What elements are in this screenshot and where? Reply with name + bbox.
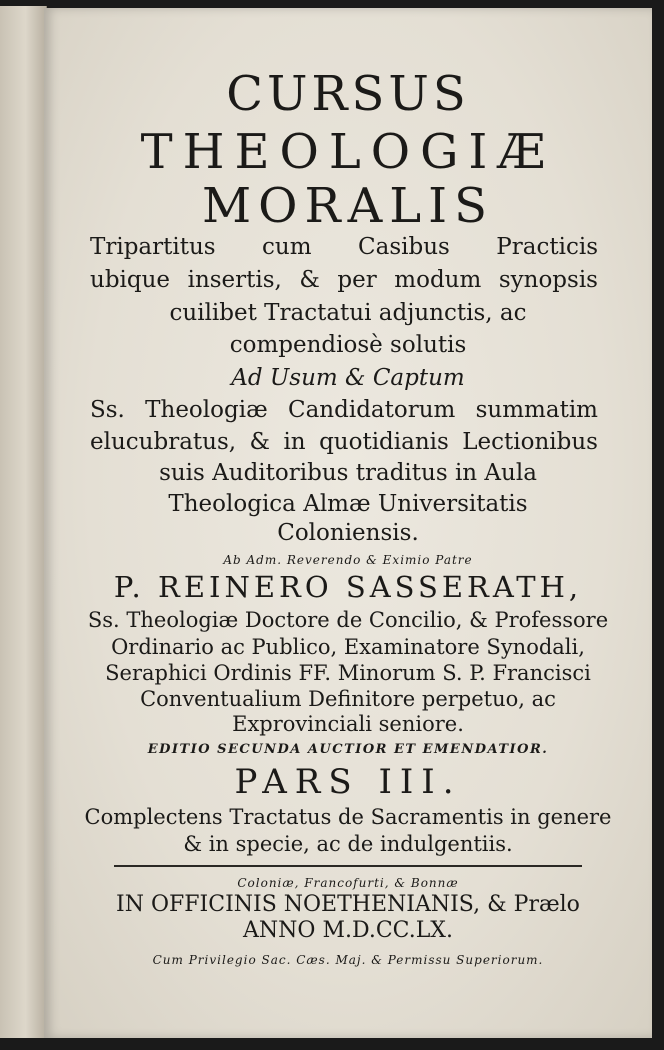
author-desc-line: Ordinario ac Publico, Examinatore Synodali, [111, 635, 585, 659]
divider-rule [114, 865, 582, 867]
audience-line: elucubratus, & in quotidianis Lectionibus [90, 429, 598, 455]
title-line-2: THEOLOGIÆ [140, 124, 556, 180]
pars-desc-line: & in specie, ac de indulgentiis. [183, 832, 513, 856]
imprint-places: Coloniæ, Francofurti, & Bonnæ [237, 876, 459, 890]
audience-line: suis Auditoribus traditus in Aula [159, 460, 537, 486]
subtitle-line: ubique insertis, & per modum synopsis [90, 267, 598, 293]
pars-heading: PARS III. [234, 762, 462, 802]
author-desc-line: Ss. Theologiæ Doctore de Concilio, & Professore [87, 608, 609, 632]
imprint-officinis: IN OFFICINIS NOETHENIANIS, & Prælo [116, 892, 580, 917]
subtitle-line: compendiosè solutis [229, 332, 467, 358]
audience-line: Ss. Theologiæ Candidatorum summatim [90, 397, 598, 423]
title-line-1: CURSUS [226, 66, 470, 122]
title-page [44, 8, 652, 1038]
author-desc-line: Conventualium Definitore perpetuo, ac [140, 687, 556, 711]
imprint-privilegio: Cum Privilegio Sac. Cæs. Maj. & Permissu Superiorum. [152, 953, 544, 967]
audience-line: Theologica Almæ Universitatis [168, 491, 528, 517]
pars-desc-line: Complectens Tractatus de Sacramentis in genere [84, 805, 612, 829]
page-edge [0, 6, 47, 1038]
title-line-3: MORALIS [201, 178, 495, 234]
author-name: P. REINERO SASSERATH, [113, 570, 583, 604]
author-desc-line: Seraphici Ordinis FF. Minorum S. P. Francisci [105, 661, 591, 685]
imprint-anno: ANNO M.D.CC.LX. [243, 918, 453, 943]
author-desc-line: Exprovinciali seniore. [232, 712, 464, 736]
subtitle-line: cuilibet Tractatui adjunctis, ac [169, 300, 527, 326]
audience-line: Coloniensis. [277, 520, 419, 546]
ad-usum-line: Ad Usum & Captum [231, 365, 465, 391]
edition-line: EDITIO SECUNDA AUCTIOR ET EMENDATIOR. [147, 742, 549, 757]
ab-adm-line: Ab Adm. Reverendo & Eximio Patre [223, 553, 473, 567]
subtitle-line: Tripartitus cum Casibus Practicis [90, 234, 598, 260]
